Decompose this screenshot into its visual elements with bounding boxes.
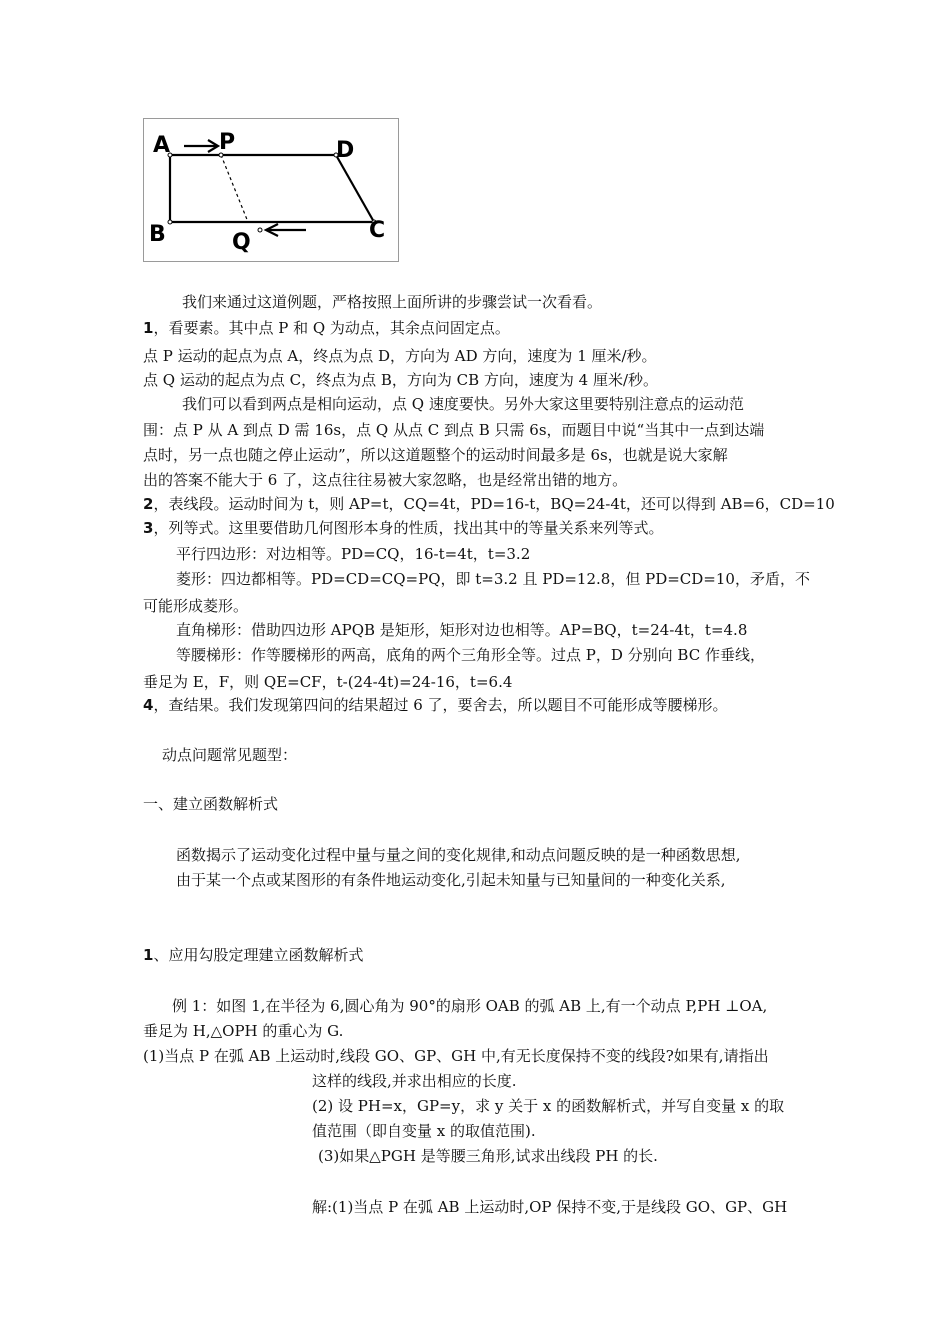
segment-pq-dashed (221, 155, 248, 222)
text-line: 围：点 P 从 A 到点 D 需 16s，点 Q 从点 C 到点 B 只需 6s，而题目中说“当其中一点到达端 (143, 421, 765, 439)
text-line: 菱形：四边都相等。PD=CD=CQ=PQ，即 t=3.2 且 PD=12.8，但 PD=CD=10，矛盾，不 (176, 570, 810, 588)
label-b: B (149, 222, 166, 247)
text-line: 平行四边形：对边相等。PD=CQ，16-t=4t，t=3.2 (176, 545, 531, 563)
step-text: ，看要素。其中点 P 和 Q 为动点，其余点问固定点。 (153, 319, 510, 337)
solution-line: 解:(1)当点 P 在弧 AB 上运动时,OP 保持不变,于是线段 GO、GP、GH (312, 1198, 788, 1216)
text-line: 由于某一个点或某图形的有条件地运动变化,引起未知量与已知量间的一种变化关系, (176, 871, 726, 889)
step-text: ，查结果。我们发现第四问的结果超过 6 了，要舍去，所以题目不可能形成等腰梯形。 (153, 696, 728, 714)
trapezoid-figure (143, 118, 399, 262)
step-line-2 (143, 494, 835, 514)
section-heading: 动点问题常见题型： (162, 746, 298, 764)
text-line: 垂足为 E，F，则 QE=CF，t-(24-4t)=24-16，t=6.4 (143, 673, 513, 691)
subsection-title (143, 945, 363, 965)
subsection-text: 、应用勾股定理建立函数解析式 (153, 946, 364, 964)
question-2-cont: 值范围（即自变量 x 的取值范围). (312, 1122, 536, 1140)
example-line: 例 1：如图 1,在半径为 6,圆心角为 90°的扇形 OAB 的弧 AB 上,有一个动点 P,PH ⊥OA, (172, 997, 768, 1015)
text-line: 直角梯形：借助四边形 APQB 是矩形，矩形对边也相等。AP=BQ，t=24-4t，t=4.8 (176, 621, 748, 639)
question-3: (3)如果△PGH 是等腰三角形,试求出线段 PH 的长. (318, 1147, 658, 1165)
trapezoid-diagram (144, 119, 398, 261)
step-text: ，表线段。运动时间为 t，则 AP=t，CQ=4t，PD=16-t，BQ=24-4t，还可以得到 AB=6，CD=10 (153, 495, 835, 513)
point-q (258, 228, 262, 232)
question-2: (2) 设 PH=x，GP=y，求 y 关于 x 的函数解析式，并写自变量 x 的取 (312, 1097, 785, 1115)
text-line: 可能形成菱形。 (143, 597, 249, 615)
label-d: D (336, 138, 355, 163)
text-line: 函数揭示了运动变化过程中量与量之间的变化规律,和动点问题反映的是一种函数思想, (176, 846, 741, 864)
text-line: 出的答案不能大于 6 了，这点往往易被大家忽略，也是经常出错的地方。 (143, 471, 628, 489)
example-line: 垂足为 H,△OPH 的重心为 G. (143, 1022, 344, 1040)
text-line: 我们可以看到两点是相向运动，点 Q 速度要快。另外大家这里要特别注意点的运动范 (182, 395, 744, 413)
step-number: 4 (143, 696, 154, 714)
step-number: 3 (143, 519, 154, 537)
text-line: 等腰梯形：作等腰梯形的两高，底角的两个三角形全等。过点 P，D 分别向 BC 作垂线， (176, 646, 765, 664)
segment-dc (336, 155, 374, 222)
section-title: 一、建立函数解析式 (143, 795, 279, 813)
label-c: C (369, 218, 386, 243)
step-line-4 (143, 695, 728, 715)
step-line-1 (143, 318, 510, 338)
subsection-number: 1 (143, 946, 154, 964)
text-line: 点时，另一点也随之停止运动”，所以这道题整个的运动时间最多是 6s，也就是说大家解 (143, 446, 728, 464)
label-a: A (153, 133, 171, 158)
step-number: 2 (143, 495, 154, 513)
label-p: P (219, 130, 236, 155)
question-1-cont: 这样的线段,并求出相应的长度. (312, 1072, 517, 1090)
text-line: 我们来通过这道例题，严格按照上面所讲的步骤尝试一次看看。 (182, 293, 603, 311)
text-line: 点 Q 运动的起点为点 C，终点为点 B，方向为 CB 方向，速度为 4 厘米/秒。 (143, 371, 659, 389)
step-number: 1 (143, 319, 154, 337)
step-text: ，列等式。这里要借助几何图形本身的性质，找出其中的等量关系来列等式。 (153, 519, 664, 537)
text-line: 点 P 运动的起点为点 A，终点为点 D，方向为 AD 方向，速度为 1 厘米/秒。 (143, 347, 657, 365)
label-q: Q (232, 230, 251, 255)
step-line-3 (143, 518, 663, 538)
point-b (168, 220, 172, 224)
question-1: (1)当点 P 在弧 AB 上运动时,线段 GO、GP、GH 中,有无长度保持不变的线段?如果有,请指出 (143, 1047, 769, 1065)
